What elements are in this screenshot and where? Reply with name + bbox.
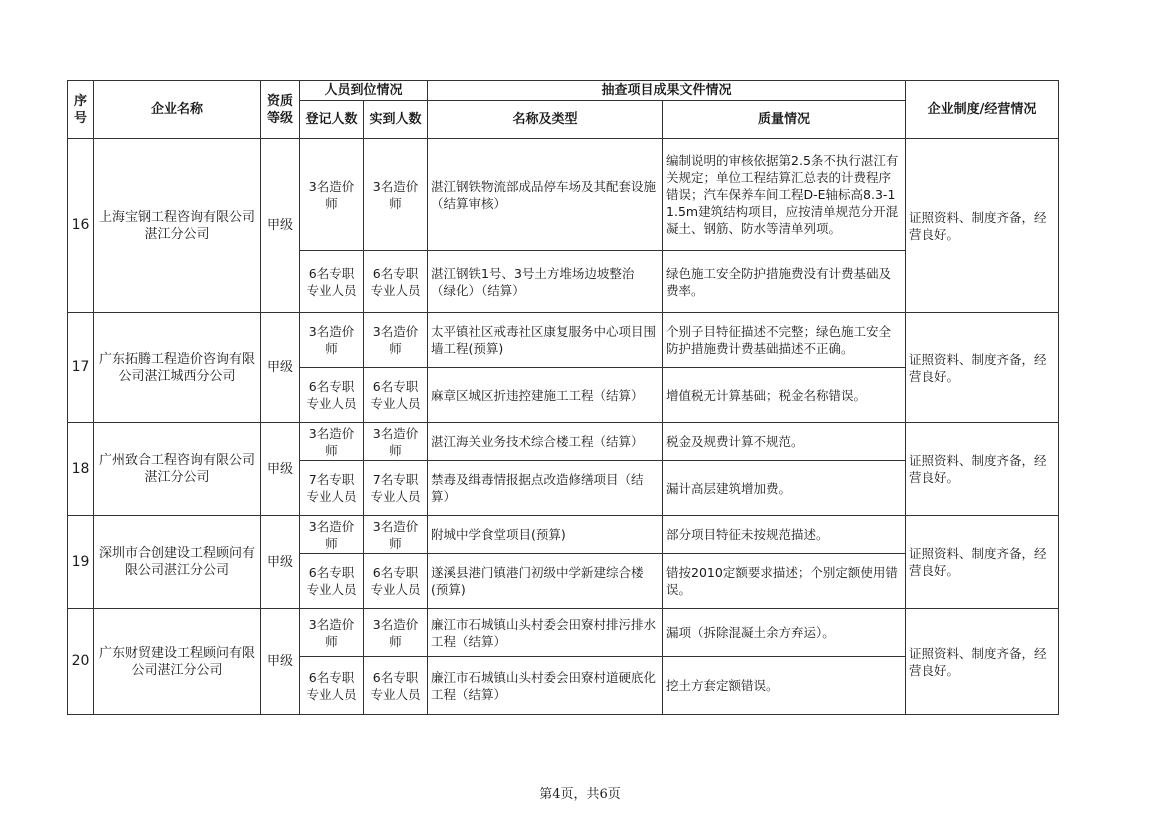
quality-remarks: 错按2010定额要求描述；个别定额使用错误。 xyxy=(663,554,906,609)
company-name: 上海宝钢工程咨询有限公司湛江分公司 xyxy=(94,139,261,313)
qualification-grade: 甲级 xyxy=(261,139,300,313)
registered-count: 3名造价师 xyxy=(300,423,364,461)
registered-count: 3名造价师 xyxy=(300,516,364,554)
actual-count: 3名造价师 xyxy=(364,313,428,368)
actual-count: 6名专职专业人员 xyxy=(364,554,428,609)
registered-count: 6名专职专业人员 xyxy=(300,657,364,715)
project-name: 廉江市石城镇山头村委会田寮村道硬底化工程（结算） xyxy=(428,657,663,715)
quality-remarks: 税金及规费计算不规范。 xyxy=(663,423,906,461)
qualification-grade: 甲级 xyxy=(261,423,300,516)
table-row xyxy=(68,313,1059,368)
header-name-type: 名称及类型 xyxy=(428,101,663,139)
registered-count: 6名专职专业人员 xyxy=(300,251,364,313)
registered-count: 3名造价师 xyxy=(300,609,364,657)
management-status: 证照资料、制度齐备，经营良好。 xyxy=(906,516,1059,609)
table-row xyxy=(68,139,1059,251)
project-name: 麻章区城区折违控建施工工程（结算） xyxy=(428,368,663,423)
project-name: 太平镇社区戒毒社区康复服务中心项目围墙工程(预算) xyxy=(428,313,663,368)
actual-count: 6名专职专业人员 xyxy=(364,251,428,313)
actual-count: 6名专职专业人员 xyxy=(364,657,428,715)
quality-remarks: 漏计高层建筑增加费。 xyxy=(663,461,906,516)
registered-count: 3名造价师 xyxy=(300,313,364,368)
quality-remarks: 部分项目特征未按规范描述。 xyxy=(663,516,906,554)
management-status: 证照资料、制度齐备，经营良好。 xyxy=(906,313,1059,423)
project-name: 禁毒及缉毒情报据点改造修缮项目（结算） xyxy=(428,461,663,516)
row-seq: 17 xyxy=(68,313,94,423)
management-status: 证照资料、制度齐备，经营良好。 xyxy=(906,139,1059,313)
row-seq: 18 xyxy=(68,423,94,516)
company-name: 深圳市合创建设工程顾问有限公司湛江分公司 xyxy=(94,516,261,609)
registered-count: 6名专职专业人员 xyxy=(300,554,364,609)
quality-remarks: 挖土方套定额错误。 xyxy=(663,657,906,715)
registered-count: 7名专职专业人员 xyxy=(300,461,364,516)
registered-count: 3名造价师 xyxy=(300,139,364,251)
actual-count: 3名造价师 xyxy=(364,516,428,554)
project-name: 廉江市石城镇山头村委会田寮村排污排水工程（结算） xyxy=(428,609,663,657)
actual-count: 3名造价师 xyxy=(364,609,428,657)
quality-remarks: 增值税无计算基础；税金名称错误。 xyxy=(663,368,906,423)
row-seq: 20 xyxy=(68,609,94,715)
qualification-grade: 甲级 xyxy=(261,516,300,609)
table-row xyxy=(68,423,1059,461)
quality-remarks: 漏项（拆除混凝土余方弃运）。 xyxy=(663,609,906,657)
header-actual: 实到人数 xyxy=(364,101,428,139)
table-row xyxy=(68,609,1059,657)
actual-count: 3名造价师 xyxy=(364,423,428,461)
header-quality: 质量情况 xyxy=(663,101,906,139)
header-mgmt: 企业制度/经营情况 xyxy=(906,81,1059,139)
row-seq: 19 xyxy=(68,516,94,609)
project-name: 附城中学食堂项目(预算) xyxy=(428,516,663,554)
registered-count: 6名专职专业人员 xyxy=(300,368,364,423)
project-name: 湛江钢铁物流部成品停车场及其配套设施（结算审核） xyxy=(428,139,663,251)
project-name: 湛江钢铁1号、3号土方堆场边坡整治（绿化）（结算） xyxy=(428,251,663,313)
page-number-footer: 第4页，共6页 xyxy=(539,787,621,802)
quality-remarks: 个别子目特征描述不完整；绿色施工安全防护措施费计费基础描述不正确。 xyxy=(663,313,906,368)
company-name: 广东拓腾工程造价咨询有限公司湛江城西分公司 xyxy=(94,313,261,423)
header-grade: 资质等级 xyxy=(261,81,300,139)
actual-count: 7名专职专业人员 xyxy=(364,461,428,516)
header-registered: 登记人数 xyxy=(300,101,364,139)
inspection-table xyxy=(67,80,1059,715)
header-company: 企业名称 xyxy=(94,81,261,139)
actual-count: 6名专职专业人员 xyxy=(364,368,428,423)
qualification-grade: 甲级 xyxy=(261,313,300,423)
quality-remarks: 编制说明的审核依据第2.5条不执行湛江有关规定；单位工程结算汇总表的计费程序错误；汽车保养车间工程D-E轴标高8.3-11.5m建筑结构项目，应按清单规范分开混凝土、钢筋、防水等清单列项。 xyxy=(663,139,906,251)
company-name: 广东财贸建设工程顾问有限公司湛江分公司 xyxy=(94,609,261,715)
header-project-group: 抽查项目成果文件情况 xyxy=(428,81,906,101)
row-seq: 16 xyxy=(68,139,94,313)
management-status: 证照资料、制度齐备，经营良好。 xyxy=(906,609,1059,715)
qualification-grade: 甲级 xyxy=(261,609,300,715)
quality-remarks: 绿色施工安全防护措施费没有计费基础及费率。 xyxy=(663,251,906,313)
actual-count: 3名造价师 xyxy=(364,139,428,251)
header-seq: 序号 xyxy=(68,81,94,139)
company-name: 广州致合工程咨询有限公司湛江分公司 xyxy=(94,423,261,516)
table-row xyxy=(68,516,1059,554)
management-status: 证照资料、制度齐备，经营良好。 xyxy=(906,423,1059,516)
header-staff-group: 人员到位情况 xyxy=(300,81,428,101)
project-name: 遂溪县港门镇港门初级中学新建综合楼(预算) xyxy=(428,554,663,609)
project-name: 湛江海关业务技术综合楼工程（结算） xyxy=(428,423,663,461)
